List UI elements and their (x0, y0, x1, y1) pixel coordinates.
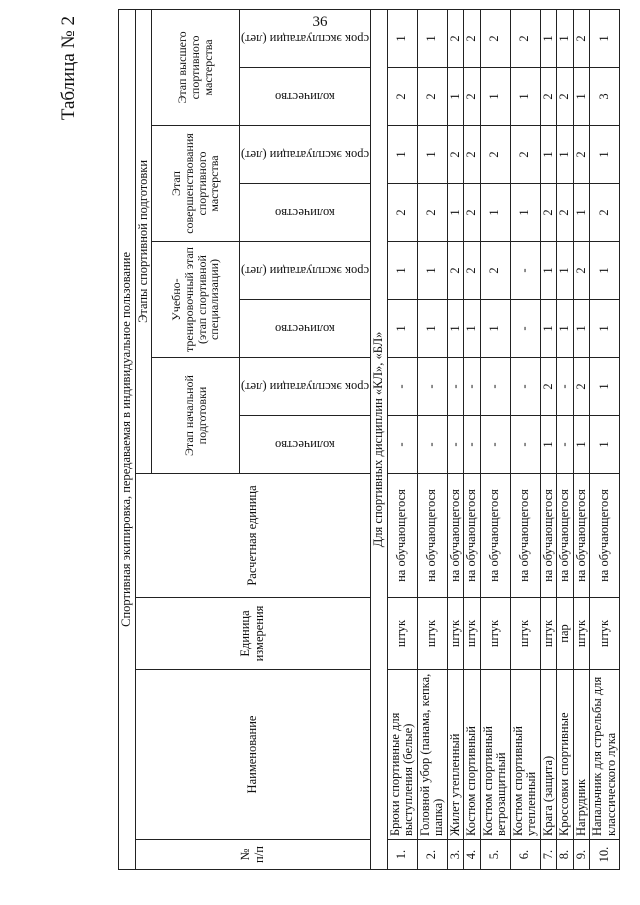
qty-cell: 1 (480, 184, 510, 242)
term-cell: 1 (590, 126, 620, 184)
calc-unit-cell: на обучающегося (387, 474, 417, 598)
row-number: 7. (540, 840, 557, 870)
qty-cell: 2 (540, 184, 557, 242)
row-number: 6. (510, 840, 540, 870)
item-name: Костюм спортивный (464, 670, 481, 840)
row-number: 3. (447, 840, 464, 870)
header-term: срок эксплуатации (лет) (240, 126, 371, 184)
table-caption: Таблица № 2 (58, 16, 79, 121)
qty-cell: 2 (557, 184, 574, 242)
unit-cell: штук (464, 598, 481, 670)
header-qty: количество (240, 68, 371, 126)
qty-cell: 1 (573, 300, 590, 358)
table-row (540, 9, 557, 869)
term-cell: 1 (590, 9, 620, 67)
table-row (510, 9, 540, 869)
term-cell: - (510, 242, 540, 300)
unit-cell: штук (590, 598, 620, 670)
qty-cell: 2 (417, 184, 447, 242)
term-cell: 2 (573, 126, 590, 184)
term-cell: 2 (447, 242, 464, 300)
header-stage-1: Этап начальной подготовки (152, 358, 240, 474)
unit-cell: штук (510, 598, 540, 670)
item-name: Костюм спортивный ветрозащитный (480, 670, 510, 840)
rotated-table-block (58, 10, 638, 870)
qty-cell: 3 (590, 68, 620, 126)
header-term: срок эксплуатации (лет) (240, 9, 371, 67)
qty-cell: 1 (573, 416, 590, 474)
qty-cell: 1 (447, 184, 464, 242)
qty-cell: 1 (590, 300, 620, 358)
qty-cell: 2 (464, 184, 481, 242)
qty-cell: - (557, 416, 574, 474)
term-cell: 2 (464, 126, 481, 184)
term-cell: - (480, 358, 510, 416)
term-cell: 1 (557, 242, 574, 300)
qty-cell: 1 (590, 416, 620, 474)
calc-unit-cell: на обучающегося (557, 474, 574, 598)
calc-unit-cell: на обучающегося (540, 474, 557, 598)
header-name: Наименование (135, 670, 371, 840)
table-row (573, 9, 590, 869)
section-row: Для спортивных дисциплин «КЛ», «БЛ» (371, 9, 388, 869)
equipment-table (118, 9, 620, 870)
qty-cell: 1 (480, 68, 510, 126)
item-name: Брюки спортивные для выступления (белые) (387, 670, 417, 840)
header-term: срок эксплуатации (лет) (240, 242, 371, 300)
qty-cell: 2 (464, 68, 481, 126)
row-number: 8. (557, 840, 574, 870)
term-cell: - (510, 358, 540, 416)
qty-cell: 1 (417, 300, 447, 358)
calc-unit-cell: на обучающегося (464, 474, 481, 598)
table-row (480, 9, 510, 869)
row-number: 2. (417, 840, 447, 870)
header-stage-4: Этап высшего спортивного мастерства (152, 9, 240, 125)
item-name: Кроссовки спортивные (557, 670, 574, 840)
item-name: Головной убор (панама, кепка, шапка) (417, 670, 447, 840)
qty-cell: - (480, 416, 510, 474)
unit-cell: штук (447, 598, 464, 670)
item-name: Напальчник для стрельбы для классического лука (590, 670, 620, 840)
header-calc: Расчетная единица (135, 474, 371, 598)
term-cell: 2 (480, 242, 510, 300)
term-cell: 1 (387, 126, 417, 184)
term-cell: 1 (557, 9, 574, 67)
term-cell: 2 (573, 242, 590, 300)
qty-cell: 2 (417, 68, 447, 126)
header-unit: Единица измерения (135, 598, 371, 670)
term-cell: 1 (590, 242, 620, 300)
term-cell: 1 (540, 9, 557, 67)
term-cell: 2 (510, 9, 540, 67)
table-row (417, 9, 447, 869)
qty-cell: 1 (387, 300, 417, 358)
qty-cell: - (447, 416, 464, 474)
qty-cell: 1 (573, 184, 590, 242)
qty-cell: 1 (510, 68, 540, 126)
term-cell: 1 (417, 242, 447, 300)
unit-cell: штук (387, 598, 417, 670)
qty-cell: 2 (387, 68, 417, 126)
qty-cell: 1 (480, 300, 510, 358)
qty-cell: 1 (573, 68, 590, 126)
row-number: 9. (573, 840, 590, 870)
qty-cell: 1 (464, 300, 481, 358)
term-cell: 2 (540, 358, 557, 416)
qty-cell: - (464, 416, 481, 474)
term-cell: 2 (447, 9, 464, 67)
qty-cell: 2 (387, 184, 417, 242)
term-cell: - (417, 358, 447, 416)
term-cell: 2 (480, 9, 510, 67)
term-cell: 1 (417, 9, 447, 67)
calc-unit-cell: на обучающегося (417, 474, 447, 598)
header-stages-group: Этапы спортивной подготовки (135, 9, 152, 473)
term-cell: 2 (464, 242, 481, 300)
header-stage-2: Учебно-тренировочный этап (этап спортивной специализации) (152, 242, 240, 358)
table-row (447, 9, 464, 869)
calc-unit-cell: на обучающегося (510, 474, 540, 598)
header-qty: количество (240, 300, 371, 358)
item-name: Крага (защита) (540, 670, 557, 840)
qty-cell: 1 (540, 300, 557, 358)
calc-unit-cell: на обучающегося (447, 474, 464, 598)
term-cell: 2 (510, 126, 540, 184)
header-num: № п/п (135, 840, 371, 870)
qty-cell: - (417, 416, 447, 474)
term-cell: 1 (540, 242, 557, 300)
item-name: Жилет утепленный (447, 670, 464, 840)
header-term: срок эксплуатации (лет) (240, 358, 371, 416)
term-cell: 1 (387, 242, 417, 300)
qty-cell: 2 (557, 68, 574, 126)
qty-cell: 2 (540, 68, 557, 126)
qty-cell: 1 (447, 68, 464, 126)
term-cell: - (464, 358, 481, 416)
table-row (557, 9, 574, 869)
item-name: Костюм спортивный утепленный (510, 670, 540, 840)
table-row (387, 9, 417, 869)
qty-cell: 2 (590, 184, 620, 242)
term-cell: 1 (387, 9, 417, 67)
term-cell: 1 (417, 126, 447, 184)
qty-cell: 1 (557, 300, 574, 358)
calc-unit-cell: на обучающегося (480, 474, 510, 598)
item-name: Нагрудник (573, 670, 590, 840)
header-qty: количество (240, 184, 371, 242)
term-cell: 1 (590, 358, 620, 416)
term-cell: 2 (447, 126, 464, 184)
term-cell: 2 (464, 9, 481, 67)
unit-cell: штук (573, 598, 590, 670)
term-cell: 2 (480, 126, 510, 184)
unit-cell: пар (557, 598, 574, 670)
term-cell: - (387, 358, 417, 416)
qty-cell: 1 (540, 416, 557, 474)
row-number: 10. (590, 840, 620, 870)
header-top: Спортивная экипировка, передаваемая в индивидуальное пользование (119, 9, 136, 869)
qty-cell: - (510, 300, 540, 358)
calc-unit-cell: на обучающегося (590, 474, 620, 598)
qty-cell: 1 (510, 184, 540, 242)
term-cell: - (447, 358, 464, 416)
term-cell: 1 (557, 126, 574, 184)
qty-cell: - (387, 416, 417, 474)
calc-unit-cell: на обучающегося (573, 474, 590, 598)
term-cell: 1 (540, 126, 557, 184)
term-cell: 2 (573, 358, 590, 416)
row-number: 4. (464, 840, 481, 870)
row-number: 1. (387, 840, 417, 870)
page-number: 36 (312, 14, 328, 30)
unit-cell: штук (480, 598, 510, 670)
table-row (590, 9, 620, 869)
term-cell: - (557, 358, 574, 416)
row-number: 5. (480, 840, 510, 870)
table-row (464, 9, 481, 869)
unit-cell: штук (417, 598, 447, 670)
header-qty: количество (240, 416, 371, 474)
qty-cell: - (510, 416, 540, 474)
term-cell: 2 (573, 9, 590, 67)
header-stage-3: Этап совершенствования спортивного мастерства (152, 126, 240, 242)
unit-cell: штук (540, 598, 557, 670)
qty-cell: 1 (447, 300, 464, 358)
